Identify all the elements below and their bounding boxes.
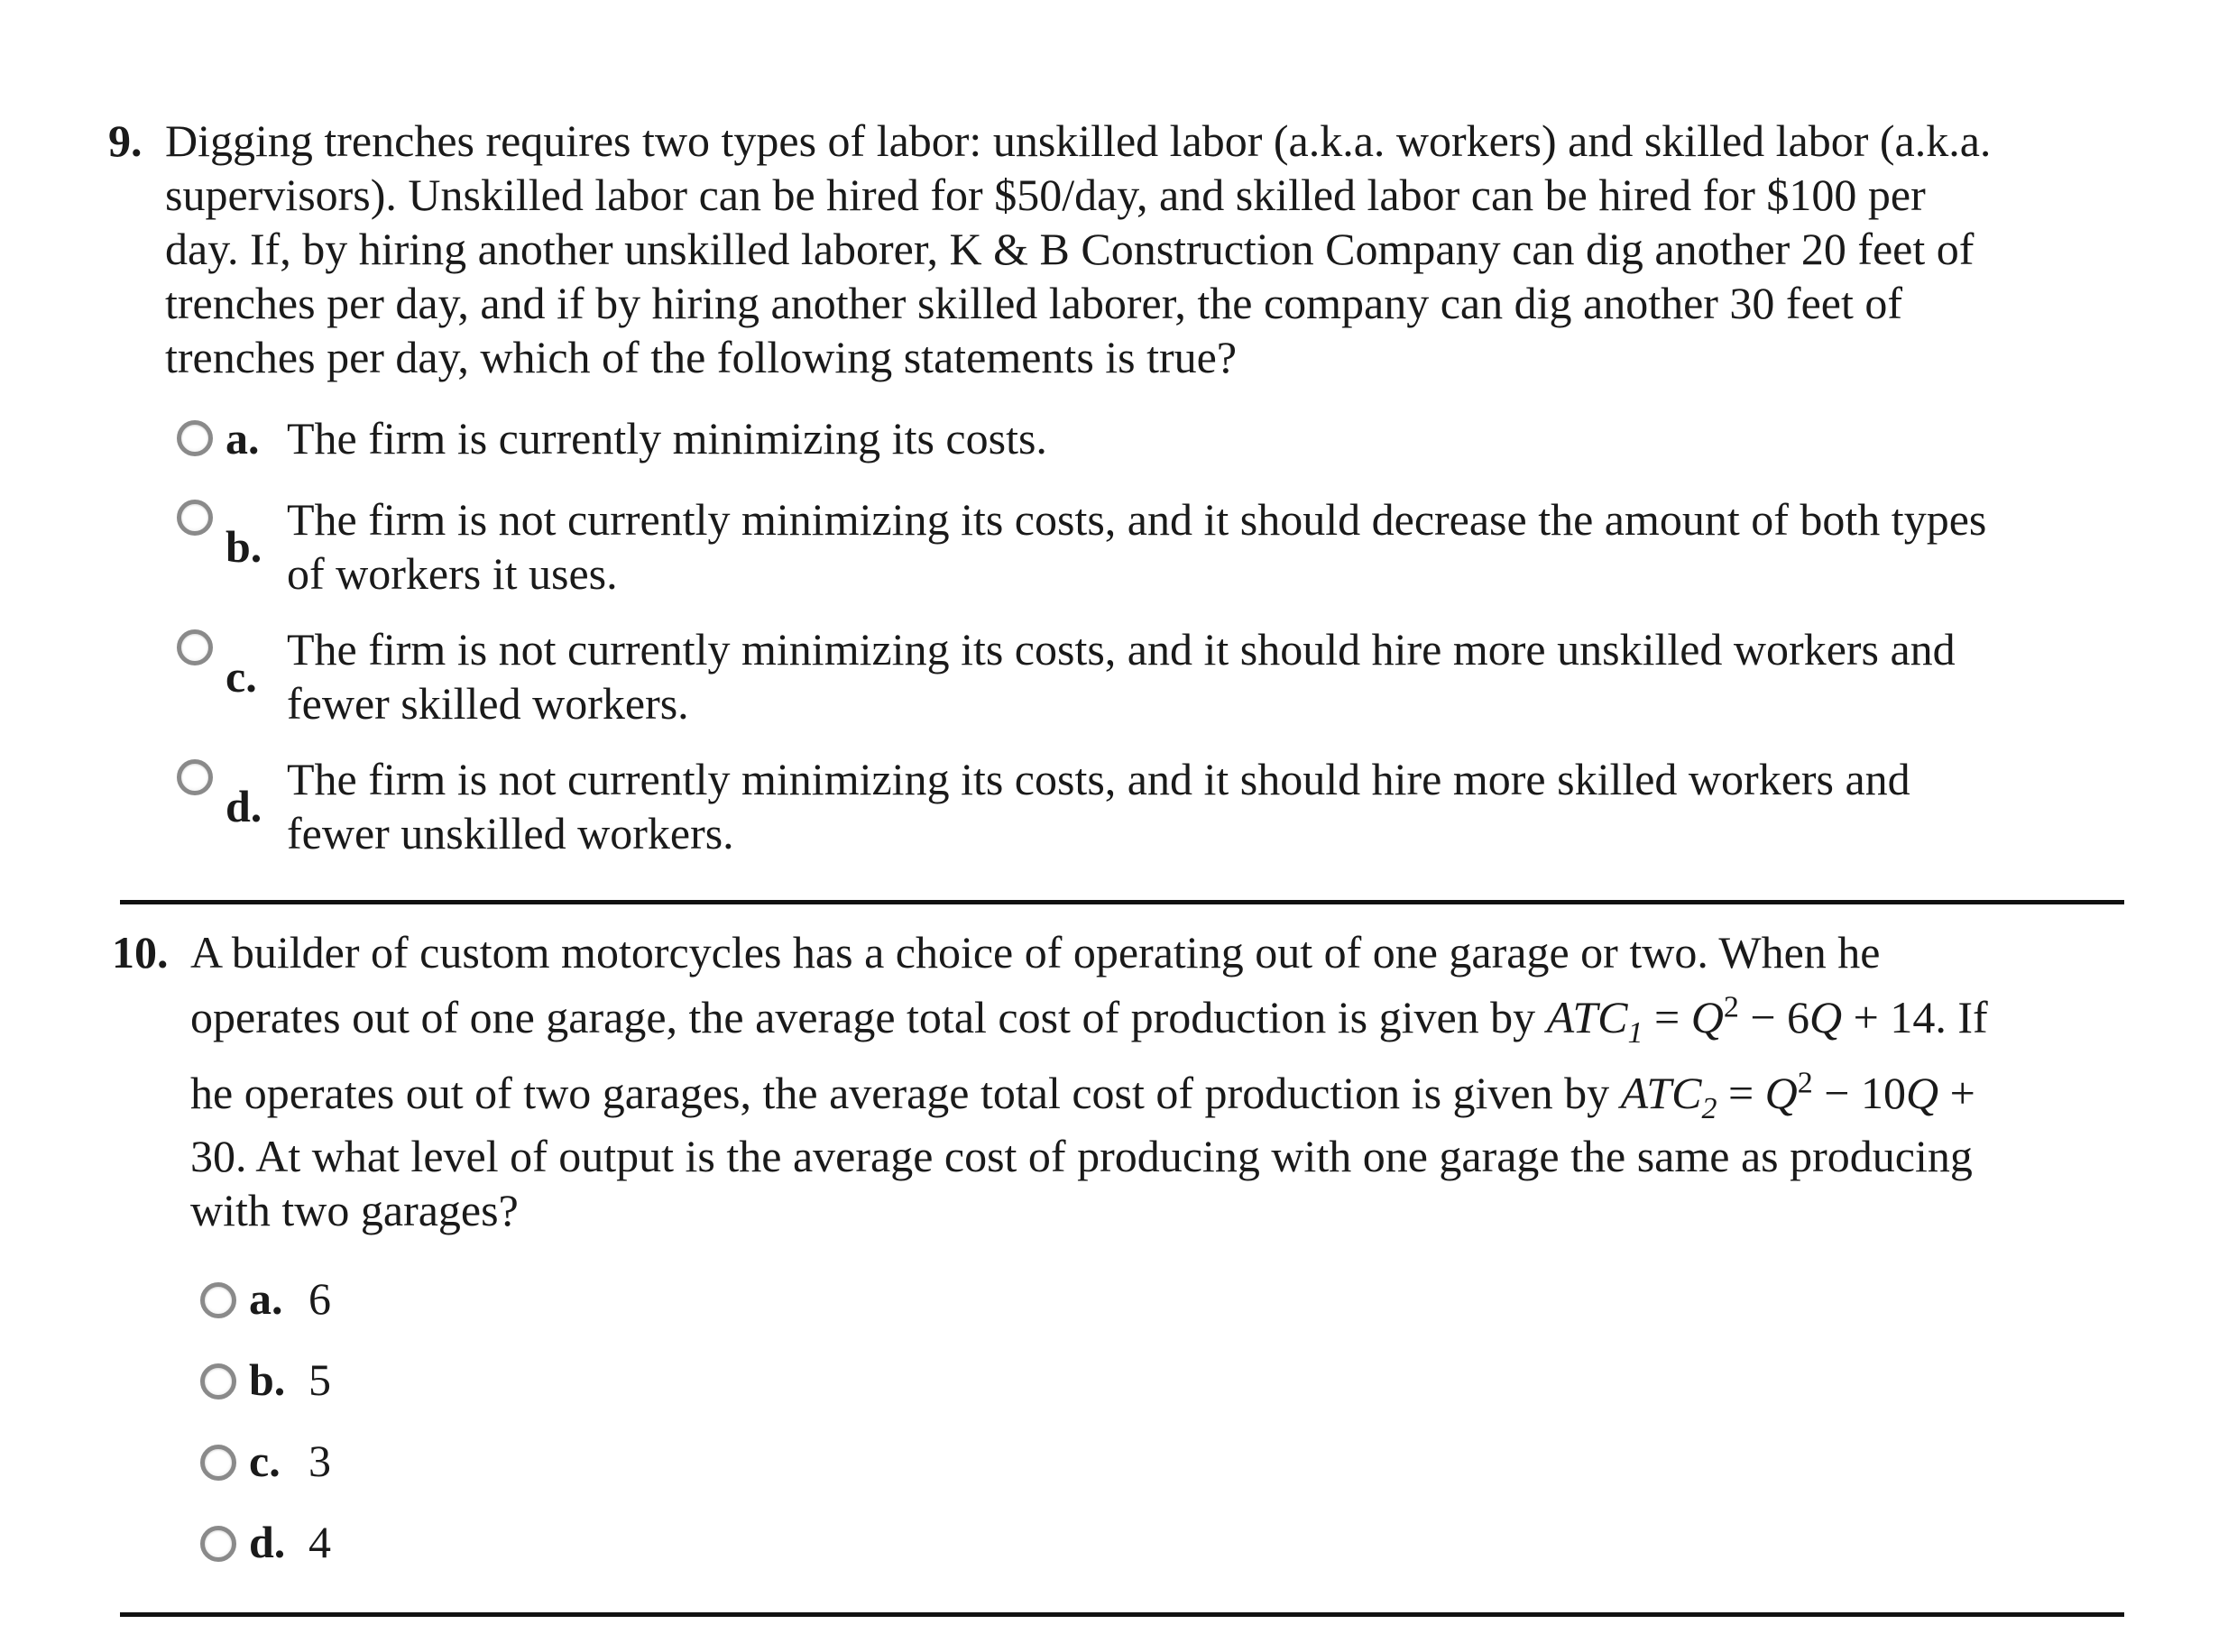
question-10-line: with two garages? bbox=[190, 1185, 519, 1235]
q10-option-d-text: 4 bbox=[308, 1517, 331, 1567]
q9-option-c-letter: c. bbox=[226, 651, 257, 702]
q9-option-d-letter: d. bbox=[226, 781, 262, 831]
divider bbox=[120, 1612, 2124, 1617]
q9-option-b-letter: b. bbox=[226, 521, 262, 572]
radio-button-icon[interactable] bbox=[177, 420, 213, 456]
radio-button-icon[interactable] bbox=[200, 1445, 236, 1481]
question-9-line: trenches per day, and if by hiring another skilled laborer, the company can dig another 30 feet of bbox=[165, 278, 1903, 328]
question-9-line: supervisors). Unskilled labor can be hired for $50/day, and skilled labor can be hired for $100 per bbox=[165, 170, 1926, 220]
question-9-line: trenches per day, which of the following statements is true? bbox=[165, 332, 1238, 382]
question-9-number: 9. bbox=[108, 115, 143, 166]
q9-option-d-text: The firm is not currently minimizing its costs, and it should hire more skilled workers and fewer unskilled workers. bbox=[287, 754, 1910, 858]
q10-option-a-letter: a. bbox=[249, 1273, 283, 1324]
q10-option-c-letter: c. bbox=[249, 1436, 281, 1486]
radio-button-icon[interactable] bbox=[177, 500, 213, 536]
radio-button-icon[interactable] bbox=[200, 1363, 236, 1400]
question-9-line: Digging trenches requires two types of labor: unskilled labor (a.k.a. workers) and skilled labor (a.k.a. bbox=[165, 115, 1992, 166]
q10-option-a-text: 6 bbox=[308, 1273, 331, 1324]
radio-button-icon[interactable] bbox=[200, 1526, 236, 1562]
question-10-line-atc2: he operates out of two garages, the average total cost of production is given by $ATC_2 = Q^2 - 10Q$ + bbox=[190, 1066, 1975, 1125]
q9-option-c-text: The firm is not currently minimizing its costs, and it should hire more unskilled workers and fewer skilled workers. bbox=[287, 624, 1956, 729]
question-10-line: 30. At what level of output is the average cost of producing with one garage the same as producing bbox=[190, 1131, 1973, 1181]
radio-button-icon[interactable] bbox=[177, 759, 213, 795]
q10-option-c-text: 3 bbox=[308, 1436, 331, 1486]
question-10-line: A builder of custom motorcycles has a choice of operating out of one garage or two. When he bbox=[190, 927, 1881, 977]
q9-option-a-text: The firm is currently minimizing its costs. bbox=[287, 413, 1047, 463]
radio-button-icon[interactable] bbox=[200, 1282, 236, 1318]
q9-option-b-text: The firm is not currently minimizing its costs, and it should decrease the amount of both types of workers it uses. bbox=[287, 494, 1987, 599]
question-9-line: day. If, by hiring another unskilled laborer, K & B Construction Company can dig another 20 feet of bbox=[165, 224, 1975, 274]
q10-option-b-letter: b. bbox=[249, 1354, 286, 1405]
radio-button-icon[interactable] bbox=[177, 629, 213, 665]
question-10-number: 10. bbox=[112, 927, 169, 977]
question-10-line-atc1: operates out of one garage, the average total cost of production is given by $ATC_1 = Q^2 - 6Q + 14$. If bbox=[190, 990, 1988, 1050]
divider bbox=[120, 900, 2124, 904]
q9-option-a-letter: a. bbox=[226, 413, 260, 463]
q10-option-b-text: 5 bbox=[308, 1354, 331, 1405]
q10-option-d-letter: d. bbox=[249, 1517, 286, 1567]
